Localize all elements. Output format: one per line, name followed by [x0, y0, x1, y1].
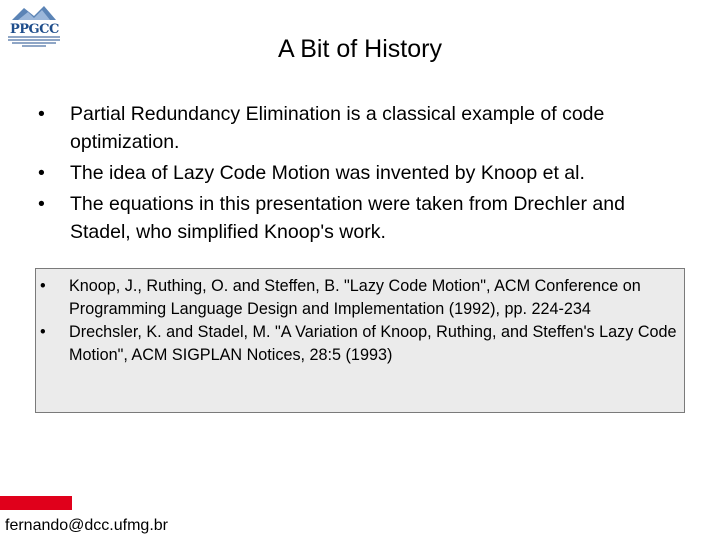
- list-item: [38, 159, 678, 187]
- reference-item: [36, 275, 684, 321]
- bullet-icon: •: [40, 323, 46, 341]
- list-item: [38, 100, 678, 156]
- reference-text: Drechsler, K. and Stadel, M. "A Variation of Knoop, Ruthing, and Steffen's Lazy Code Motion", ACM SIGPLAN Notices, 28:5 (1993): [69, 323, 677, 364]
- references-box: [35, 268, 685, 413]
- bullet-icon: •: [40, 277, 46, 295]
- bullet-icon: •: [38, 103, 45, 125]
- footer-accent-bar: [0, 496, 72, 510]
- reference-text: Knoop, J., Ruthing, O. and Steffen, B. "Lazy Code Motion", ACM Conference on Programming Language Design and Implementation (1992), pp. 224-234: [69, 277, 641, 318]
- logo-wordmark: PPGCC: [10, 22, 59, 37]
- reference-item: [36, 321, 684, 367]
- list-item-text: Partial Redundancy Elimination is a classical example of code optimization.: [70, 103, 605, 153]
- main-bullet-list: [38, 100, 678, 249]
- list-item-text: The idea of Lazy Code Motion was invented by Knoop et al.: [70, 162, 585, 184]
- bullet-icon: •: [38, 162, 45, 184]
- list-item-text: The equations in this presentation were taken from Drechler and Stadel, who simplified Knoop's work.: [70, 193, 625, 243]
- footer-email: fernando@dcc.ufmg.br: [5, 517, 168, 534]
- references-list: [36, 269, 684, 367]
- slide-title: A Bit of History: [278, 35, 442, 63]
- list-item: [38, 190, 678, 246]
- bullet-icon: •: [38, 193, 45, 215]
